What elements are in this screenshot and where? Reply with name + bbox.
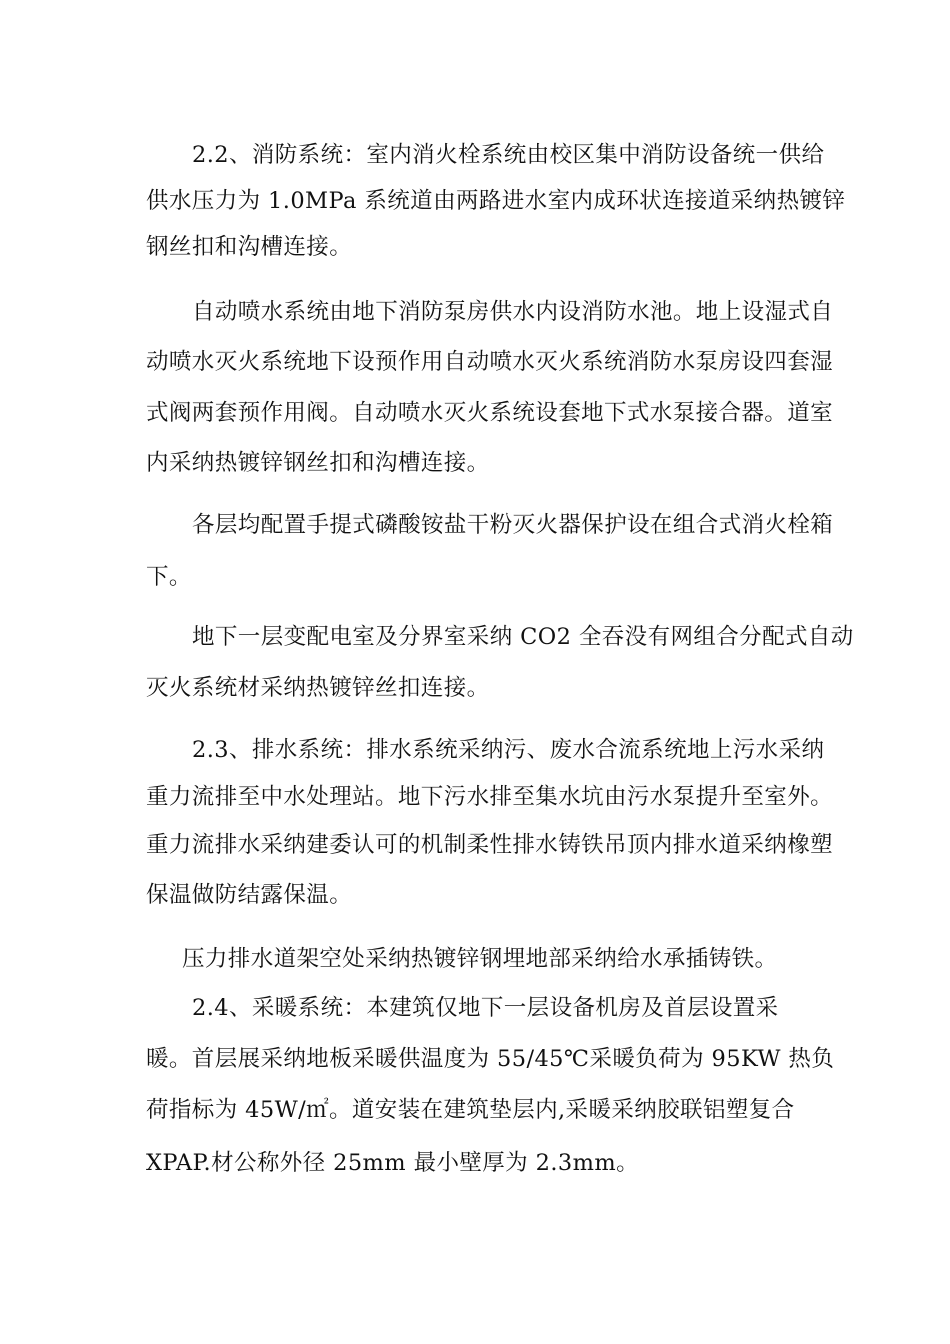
paragraph-line: 动喷水灭火系统地下设预作用自动喷水灭火系统消防水泵房设四套湿	[146, 349, 834, 375]
paragraph-line: 钢丝扣和沟槽连接。	[146, 234, 353, 260]
paragraph-line: 保温做防结露保温。	[146, 882, 353, 908]
paragraph-line: 2.3、排水系统：排水系统采纳污、废水合流系统地上污水采纳	[192, 737, 825, 763]
paragraph-line: 暖。首层展采纳地板采暖供温度为 55/45℃采暖负荷为 95KW 热负	[146, 1046, 835, 1072]
paragraph-line: XPAP.材公称外径 25mm 最小壁厚为 2.3mm。	[146, 1150, 639, 1176]
paragraph-line: 压力排水道架空处采纳热镀锌钢埋地部采纳给水承插铸铁。	[182, 946, 778, 972]
paragraph-line: 重力流排水采纳建委认可的机制柔性排水铸铁吊顶内排水道采纳橡塑	[146, 832, 834, 858]
paragraph-line: 下。	[146, 564, 192, 590]
paragraph-line: 灭火系统材采纳热镀锌丝扣连接。	[146, 675, 490, 701]
paragraph-line: 地下一层变配电室及分界室采纳 CO2 全吞没有网组合分配式自动	[192, 624, 854, 650]
paragraph-line: 荷指标为 45W/㎡。道安装在建筑垫层内,采暖采纳胶联铝塑复合	[146, 1097, 795, 1123]
paragraph-line: 式阀两套预作用阀。自动喷水灭火系统设套地下式水泵接合器。道室	[146, 400, 834, 426]
paragraph-line: 内采纳热镀锌钢丝扣和沟槽连接。	[146, 450, 490, 476]
paragraph-line: 重力流排至中水处理站。地下污水排至集水坑由污水泵提升至室外。	[146, 784, 834, 810]
paragraph-line: 自动喷水系统由地下消防泵房供水内设消防水池。地上设湿式自	[192, 299, 834, 325]
paragraph-line: 各层均配置手提式磷酸铵盐干粉灭火器保护设在组合式消火栓箱	[192, 512, 834, 538]
paragraph-line: 供水压力为 1.0MPa 系统道由两路进水室内成环状连接道采纳热镀锌	[146, 188, 846, 214]
paragraph-line: 2.2、消防系统：室内消火栓系统由校区集中消防设备统一供给	[192, 142, 825, 168]
paragraph-line: 2.4、采暖系统：本建筑仅地下一层设备机房及首层设置采	[192, 995, 779, 1021]
